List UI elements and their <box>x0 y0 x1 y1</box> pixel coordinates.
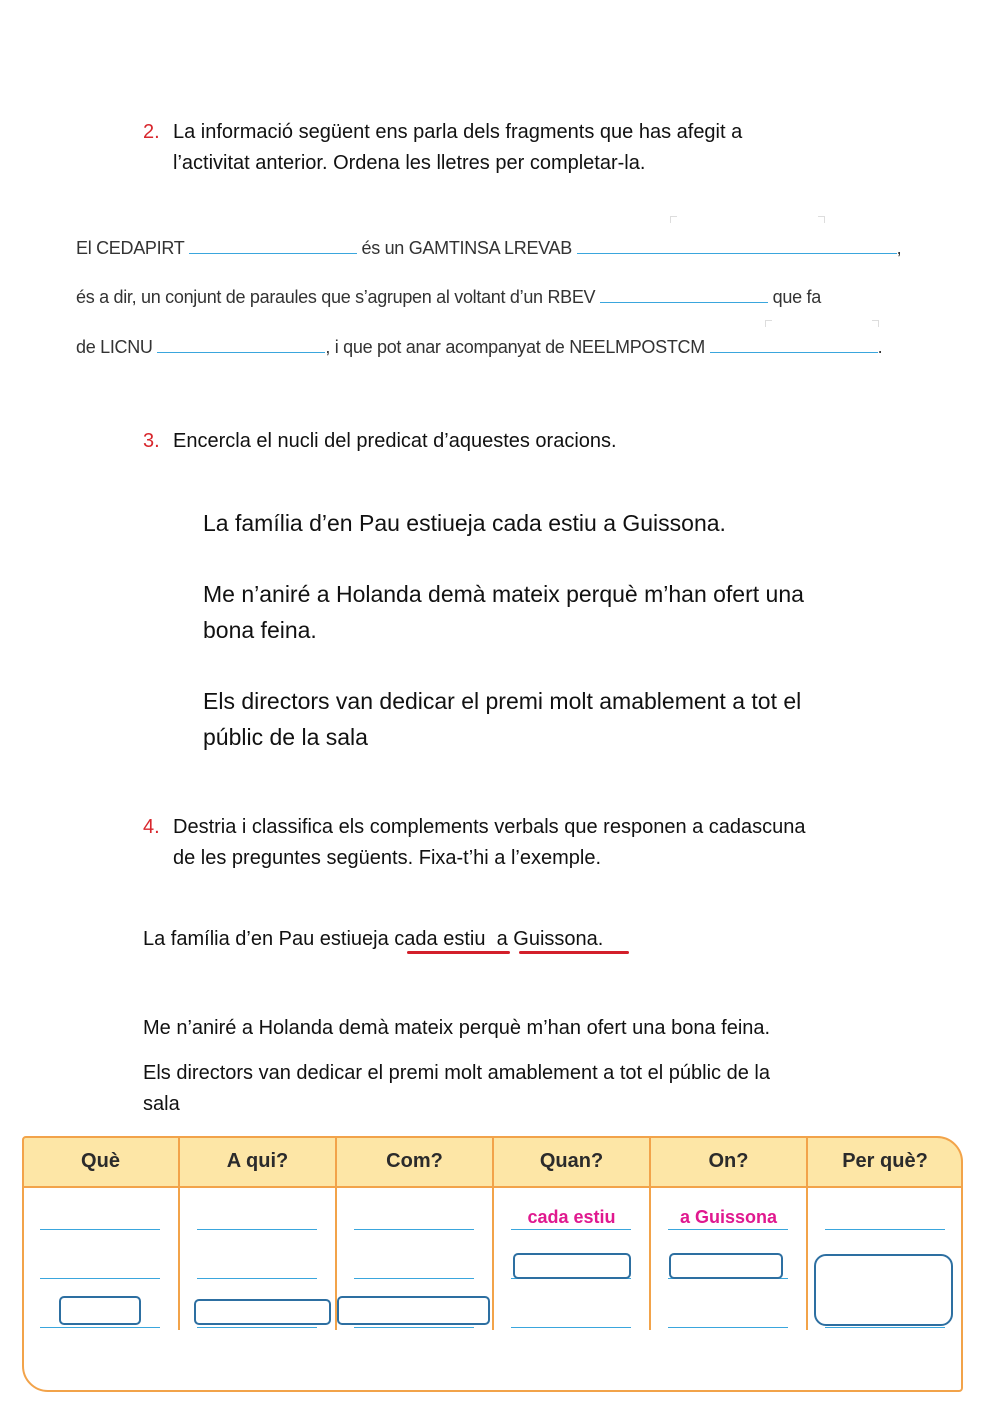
question-3-text: Encercla el nucli del predicat d’aquestes oracions. <box>173 430 617 452</box>
question-2-line1: La informació següent ens parla dels fragments que has afegit a <box>173 121 743 143</box>
fill-row-3 <box>76 337 882 358</box>
question-3 <box>143 426 863 457</box>
fill-row-1 <box>76 238 901 259</box>
answer-line[interactable] <box>197 1278 317 1279</box>
answer-box[interactable] <box>59 1296 141 1325</box>
underline-where <box>519 951 629 954</box>
answer-line[interactable] <box>40 1278 160 1279</box>
blank-input[interactable] <box>157 351 325 353</box>
practice-sentence-2: Me n’aniré a Holanda demà mateix perquè m’han ofert una bona feina. <box>143 1017 771 1039</box>
sentence-3[interactable] <box>203 683 903 755</box>
answer-line[interactable] <box>354 1278 474 1279</box>
fill-text: que fa <box>772 287 821 307</box>
header-a-qui: A qui? <box>226 1150 289 1172</box>
column-divider <box>492 1136 494 1330</box>
question-number: 2. <box>143 121 160 143</box>
answer-quan: cada estiu <box>527 1207 616 1227</box>
question-4-line2: de les preguntes següents. Fixa-t’hi a l’exemple. <box>173 847 602 869</box>
blank-input[interactable] <box>600 301 768 303</box>
blank-input[interactable] <box>577 252 897 254</box>
fill-text: , i que pot anar acompanyat de NEELMPOSTCM <box>325 337 705 357</box>
header-quan: Quan? <box>539 1150 604 1172</box>
answer-line[interactable] <box>197 1327 317 1328</box>
example-part-when: cada estiu <box>394 928 486 950</box>
sentence-2[interactable] <box>203 576 903 648</box>
answer-box[interactable] <box>669 1253 783 1279</box>
corner-mark <box>670 216 677 223</box>
answer-box[interactable] <box>337 1296 490 1325</box>
answer-line[interactable] <box>354 1229 474 1230</box>
column-divider <box>806 1136 808 1330</box>
practice-sentence-3 <box>143 1058 863 1120</box>
fill-text: de LICNU <box>76 337 153 357</box>
question-number: 4. <box>143 816 160 838</box>
corner-mark <box>765 320 772 327</box>
answer-line <box>668 1229 788 1230</box>
header-on: On? <box>708 1150 749 1172</box>
question-number: 3. <box>143 430 160 452</box>
fill-text: és un GAMTINSA LREVAB <box>361 238 572 258</box>
blank-input[interactable] <box>710 351 878 353</box>
header-que: Què <box>81 1150 120 1172</box>
answer-box[interactable] <box>194 1299 331 1325</box>
header-com: Com? <box>386 1150 443 1172</box>
answer-line[interactable] <box>825 1327 945 1328</box>
answer-line[interactable] <box>668 1327 788 1328</box>
sentence-1[interactable]: La família d’en Pau estiueja cada estiu a Guissona. <box>203 510 726 536</box>
question-4-line1: Destria i classifica els complements verbals que responen a cadascuna <box>173 816 806 838</box>
example-prefix: La família d’en Pau estiueja <box>143 928 395 950</box>
answer-on: a Guissona <box>679 1207 778 1227</box>
fill-text: , <box>896 238 902 258</box>
practice-sentence-3-line1: Els directors van dedicar el premi molt amablement a tot el públic de la <box>143 1062 770 1084</box>
fill-text: El CEDAPIRT <box>76 238 185 258</box>
fill-text: és a dir, un conjunt de paraules que s’agrupen al voltant d’un RBEV <box>76 287 596 307</box>
sentence-2-line2: bona feina. <box>203 617 317 643</box>
corner-mark <box>818 216 825 223</box>
question-4 <box>143 812 903 874</box>
column-divider <box>649 1136 651 1330</box>
classification-table <box>22 1136 963 1392</box>
answer-line[interactable] <box>197 1229 317 1230</box>
answer-line[interactable] <box>825 1229 945 1230</box>
fill-row-2 <box>76 287 821 308</box>
sentence-3-line1: Els directors van dedicar el premi molt amablement a tot el <box>203 688 802 714</box>
blank-input[interactable] <box>189 252 357 254</box>
question-2 <box>143 117 863 179</box>
underline-when <box>407 951 510 954</box>
answer-line[interactable] <box>40 1229 160 1230</box>
example-part-where: a Guissona. <box>496 928 604 950</box>
answer-box[interactable] <box>513 1253 631 1279</box>
answer-line[interactable] <box>354 1327 474 1328</box>
sentence-2-line1: Me n’aniré a Holanda demà mateix perquè m’han ofert una <box>203 581 804 607</box>
corner-mark <box>872 320 879 327</box>
practice-sentence-3-line2: sala <box>143 1093 180 1115</box>
column-divider <box>178 1136 180 1330</box>
answer-line <box>511 1229 631 1230</box>
sentence-3-line2: públic de la sala <box>203 724 368 750</box>
answer-line[interactable] <box>511 1327 631 1328</box>
answer-box-large[interactable] <box>814 1254 953 1326</box>
question-2-line2: l’activitat anterior. Ordena les lletres per completar-la. <box>173 152 646 174</box>
fill-text: . <box>877 337 883 357</box>
header-per-que: Per què? <box>842 1150 928 1172</box>
answer-line[interactable] <box>40 1327 160 1328</box>
